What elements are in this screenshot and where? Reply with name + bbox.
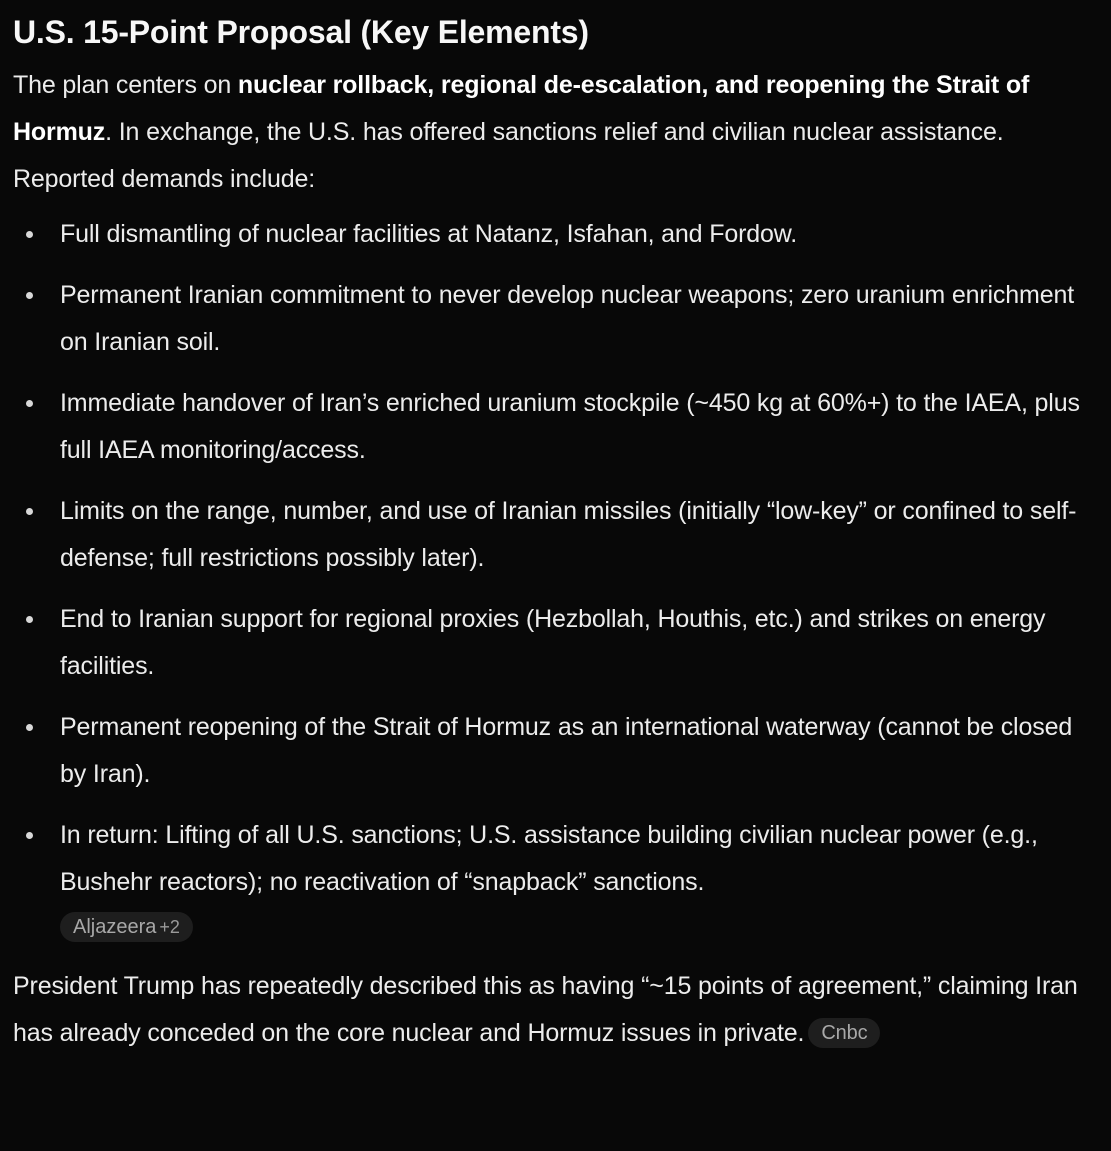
bullet-dot-icon <box>26 508 33 515</box>
list-item <box>13 380 1097 474</box>
list-item <box>13 488 1097 582</box>
intro-text-start: The plan centers on <box>13 71 238 99</box>
source-chip-more-count: +2 <box>159 917 180 937</box>
list-item <box>13 211 1097 258</box>
source-chip-label: Cnbc <box>821 1022 868 1045</box>
intro-bold-text: nuclear rollback, regional de-escalation, and reopening the Strait of Hormuz <box>13 71 1030 146</box>
list-item <box>13 704 1097 798</box>
intro-paragraph <box>13 62 1097 203</box>
bullet-dot-icon <box>26 832 33 839</box>
intro-text-end: . In exchange, the U.S. has offered sanctions relief and civilian nuclear assistance. Reported demands include: <box>13 118 1004 193</box>
closing-paragraph <box>13 963 1097 1057</box>
source-chip-row <box>60 912 1097 942</box>
list-item <box>13 812 1097 906</box>
source-chip-cnbc[interactable] <box>808 1018 880 1048</box>
list-item-text: Permanent Iranian commitment to never develop nuclear weapons; zero uranium enrichment on Iranian soil. <box>60 281 1075 356</box>
section-heading: U.S. 15-Point Proposal (Key Elements) <box>13 14 589 50</box>
demands-list <box>13 211 1097 906</box>
bullet-dot-icon <box>26 616 33 623</box>
bullet-dot-icon <box>26 724 33 731</box>
list-item <box>13 272 1097 366</box>
list-item <box>13 596 1097 690</box>
bullet-dot-icon <box>26 400 33 407</box>
list-item-text: End to Iranian support for regional proxies (Hezbollah, Houthis, etc.) and strikes on energy facilities. <box>60 605 1046 680</box>
list-item-text: Limits on the range, number, and use of Iranian missiles (initially “low-key” or confined to self-defense; full restrictions possibly later). <box>60 497 1077 572</box>
closing-text: President Trump has repeatedly described this as having “~15 points of agreement,” claiming Iran has already conceded on the core nuclear and Hormuz issues in private. <box>13 972 1078 1047</box>
bullet-dot-icon <box>26 231 33 238</box>
source-chip-aljazeera[interactable] <box>60 912 193 942</box>
list-item-text: Full dismantling of nuclear facilities at Natanz, Isfahan, and Fordow. <box>60 220 798 248</box>
list-item-text: In return: Lifting of all U.S. sanctions; U.S. assistance building civilian nuclear power (e.g., Bushehr reactors); no reactivation of “snapback” sanctions. <box>60 821 1038 896</box>
source-chip-label: Aljazeera <box>73 916 157 938</box>
list-item-text: Permanent reopening of the Strait of Hormuz as an international waterway (cannot be closed by Iran). <box>60 713 1073 788</box>
bullet-dot-icon <box>26 292 33 299</box>
list-item-text: Immediate handover of Iran’s enriched uranium stockpile (~450 kg at 60%+) to the IAEA, plus full IAEA monitoring/access. <box>60 389 1080 464</box>
